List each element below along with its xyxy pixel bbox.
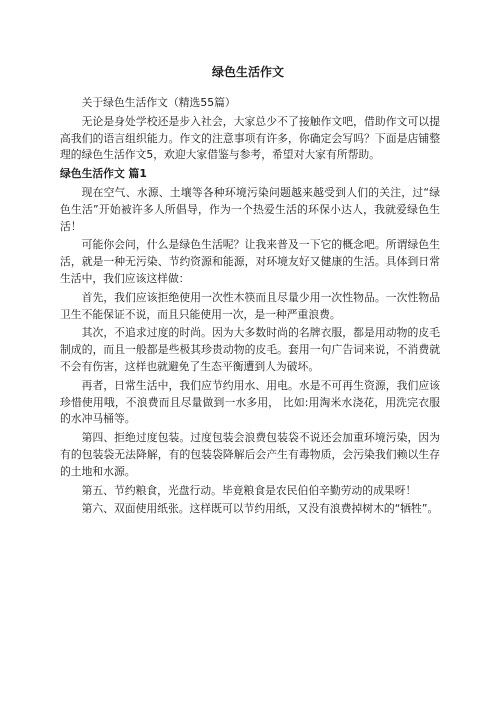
body-paragraph: 再者，日常生活中，我们应节约用水、用电。水是不可再生资源，我们应该珍惜使用哦，不浪费而且尽量做到一水多用， 比如:用淘米水浇花，用洗完衣服的水冲马桶等。 xyxy=(60,378,440,426)
body-paragraph: 第五、节约粮食，光盘行动。毕竟粮食是农民伯伯辛勤劳动的成果呀！ xyxy=(81,483,417,497)
document-body xyxy=(60,95,440,520)
body-paragraph: 可能你会问，什么是绿色生活呢？让我来普及一下它的概念吧。所谓绿色生活，就是一种无污染、节约资源和能源，对环境友好又健康的生活。具体到日常生活中，我们应该这样做： xyxy=(60,238,440,285)
body-paragraph: 第四、拒绝过度包装。过度包装会浪费包装袋不说还会加重环境污染，因为有的包装袋无法降解，有的包装袋降解后会产生有毒物质，会污染我们赖以生存的土地和水源。 xyxy=(60,431,440,478)
body-paragraph: 第六、双面使用纸张。这样既可以节约用纸，又没有浪费掉树木的“牺牲”。 xyxy=(81,502,439,516)
section-heading: 绿色生活作文 篇1 xyxy=(60,167,147,181)
document-title: 绿色生活作文 xyxy=(211,65,284,79)
intro-paragraph: 无论是身处学校还是步入社会，大家总少不了接触作文吧，借助作文可以提高我们的语言组织能力。作文的注意事项有许多，你确定会写吗？下面是店铺整理的绿色生活作文5，欢迎大家借鉴与参考，希望对大家有所帮助。 xyxy=(60,114,440,162)
body-paragraph: 其次，不追求过度的时尚。因为大多数时尚的名牌衣服，都是用动物的皮毛制成的，而且一般都是些极其珍贵动物的皮毛。套用一句广告词来说，不消费就不会有伤害，这样也就避免了生态平衡遭到人为破坏。 xyxy=(60,326,440,373)
subtitle-paragraph: 关于绿色生活作文（精选55篇） xyxy=(81,96,236,109)
body-paragraph: 现在空气、水源、土壤等各种环境污染问题越来越受到人们的关注，过“绿色生活”开始被许多人所倡导，作为一个热爱生活的环保小达人，我就爱绿色生活！ xyxy=(60,185,440,233)
body-paragraph: 首先，我们应该拒绝使用一次性木筷而且尽量少用一次性物品。一次性物品卫生不能保证不说，而且只能使用一次，是一种严重浪费。 xyxy=(60,290,440,321)
